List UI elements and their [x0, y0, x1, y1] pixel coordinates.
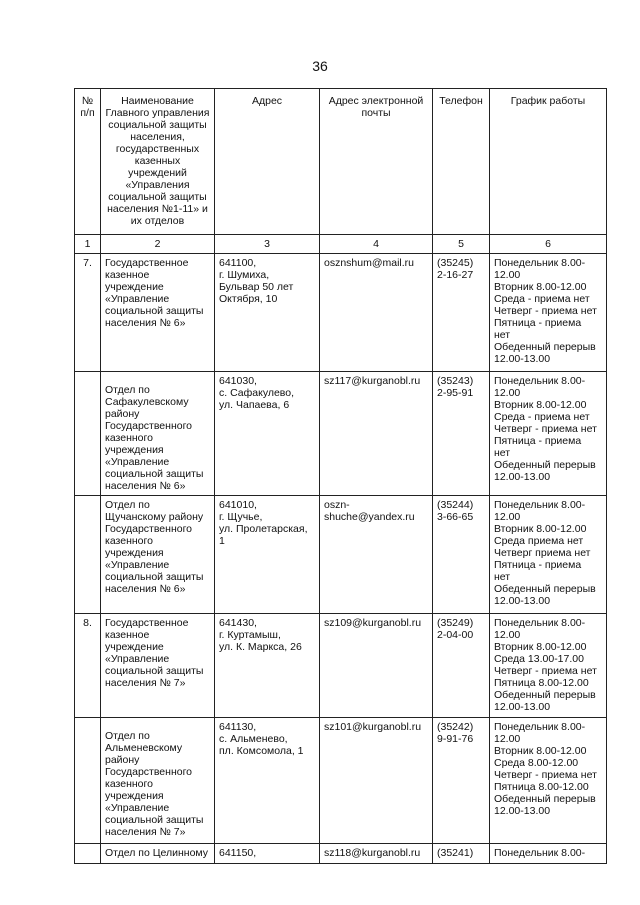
- column-number: 1: [75, 235, 101, 254]
- org-schedule: Понедельник 8.00- 12.00 Вторник 8.00-12.00 Среда - приема нет Четверг - приема нет Пятница - приема нет Обеденный перерыв 12.00-13.00: [490, 254, 607, 372]
- row-number: [75, 496, 101, 614]
- org-email: sz117@kurganobl.ru: [320, 372, 433, 496]
- header-phone: Телефон: [433, 89, 490, 235]
- org-schedule: Понедельник 8.00-: [490, 844, 607, 864]
- org-address: 641130, с. Альменево, пл. Комсомола, 1: [215, 718, 320, 844]
- org-name: Отдел по Целинному: [101, 844, 215, 864]
- table-row: [75, 718, 607, 844]
- row-number: [75, 372, 101, 496]
- column-number: 5: [433, 235, 490, 254]
- org-name: Отдел по Альменевскому району Государственного казенного учреждения «Управление социальной защиты населения № 7»: [101, 718, 215, 844]
- table-row: [75, 372, 607, 496]
- column-number-row: [75, 235, 607, 254]
- header-num: № п/п: [75, 89, 101, 235]
- org-address: 641100, г. Шумиха, Бульвар 50 лет Октября, 10: [215, 254, 320, 372]
- org-address: 641150,: [215, 844, 320, 864]
- org-phone: (35242) 9-91-76: [433, 718, 490, 844]
- org-phone: (35244) 3-66-65: [433, 496, 490, 614]
- row-number: [75, 844, 101, 864]
- column-number: 4: [320, 235, 433, 254]
- org-phone: (35249) 2-04-00: [433, 614, 490, 718]
- institutions-table: [74, 88, 607, 864]
- org-email: sz109@kurganobl.ru: [320, 614, 433, 718]
- header-name: Наименование Главного управления социальной защиты населения, государственных казенных учреждений «Управления социальной защиты населения №1-11» и их отделов: [101, 89, 215, 235]
- org-name: Отдел по Сафакулевскому району Государственного казенного учреждения «Управление социальной защиты населения № 6»: [101, 372, 215, 496]
- table-row: [75, 614, 607, 718]
- org-schedule: Понедельник 8.00- 12.00 Вторник 8.00-12.00 Среда 13.00-17.00 Четверг - приема нет Пятница 8.00-12.00 Обеденный перерыв 12.00-13.00: [490, 614, 607, 718]
- row-number: 8.: [75, 614, 101, 718]
- table-row: [75, 254, 607, 372]
- table-row: [75, 496, 607, 614]
- org-schedule: Понедельник 8.00- 12.00 Вторник 8.00-12.00 Среда приема нет Четверг приема нет Пятница - приема нет Обеденный перерыв 12.00-13.00: [490, 496, 607, 614]
- org-email: sz118@kurganobl.ru: [320, 844, 433, 864]
- org-name: Отдел по Щучанскому району Государственного казенного учреждения «Управление социальной защиты населения № 6»: [101, 496, 215, 614]
- header-row: [75, 89, 607, 235]
- column-number: 2: [101, 235, 215, 254]
- org-email: oszn- shuche@yandex.ru: [320, 496, 433, 614]
- org-address: 641010, г. Щучье, ул. Пролетарская, 1: [215, 496, 320, 614]
- org-name: Государственное казенное учреждение «Управление социальной защиты населения № 7»: [101, 614, 215, 718]
- org-name: Государственное казенное учреждение «Управление социальной защиты населения № 6»: [101, 254, 215, 372]
- column-number: 6: [490, 235, 607, 254]
- page-number: 36: [312, 58, 328, 74]
- row-number: [75, 718, 101, 844]
- org-schedule: Понедельник 8.00- 12.00 Вторник 8.00-12.00 Среда 8.00-12.00 Четверг - приема нет Пятница 8.00-12.00 Обеденный перерыв 12.00-13.00: [490, 718, 607, 844]
- org-email: sz101@kurganobl.ru: [320, 718, 433, 844]
- table-row: [75, 844, 607, 864]
- org-email: osznshum@mail.ru: [320, 254, 433, 372]
- header-schedule: График работы: [490, 89, 607, 235]
- org-schedule: Понедельник 8.00- 12.00 Вторник 8.00-12.00 Среда - приема нет Четверг - приема нет Пятница - приема нет Обеденный перерыв 12.00-13.00: [490, 372, 607, 496]
- org-address: 641430, г. Куртамыш, ул. К. Маркса, 26: [215, 614, 320, 718]
- column-number: 3: [215, 235, 320, 254]
- org-phone: (35245) 2-16-27: [433, 254, 490, 372]
- row-number: 7.: [75, 254, 101, 372]
- header-address: Адрес: [215, 89, 320, 235]
- org-phone: (35241): [433, 844, 490, 864]
- org-phone: (35243) 2-95-91: [433, 372, 490, 496]
- org-address: 641030, с. Сафакулево, ул. Чапаева, 6: [215, 372, 320, 496]
- header-email: Адрес электронной почты: [320, 89, 433, 235]
